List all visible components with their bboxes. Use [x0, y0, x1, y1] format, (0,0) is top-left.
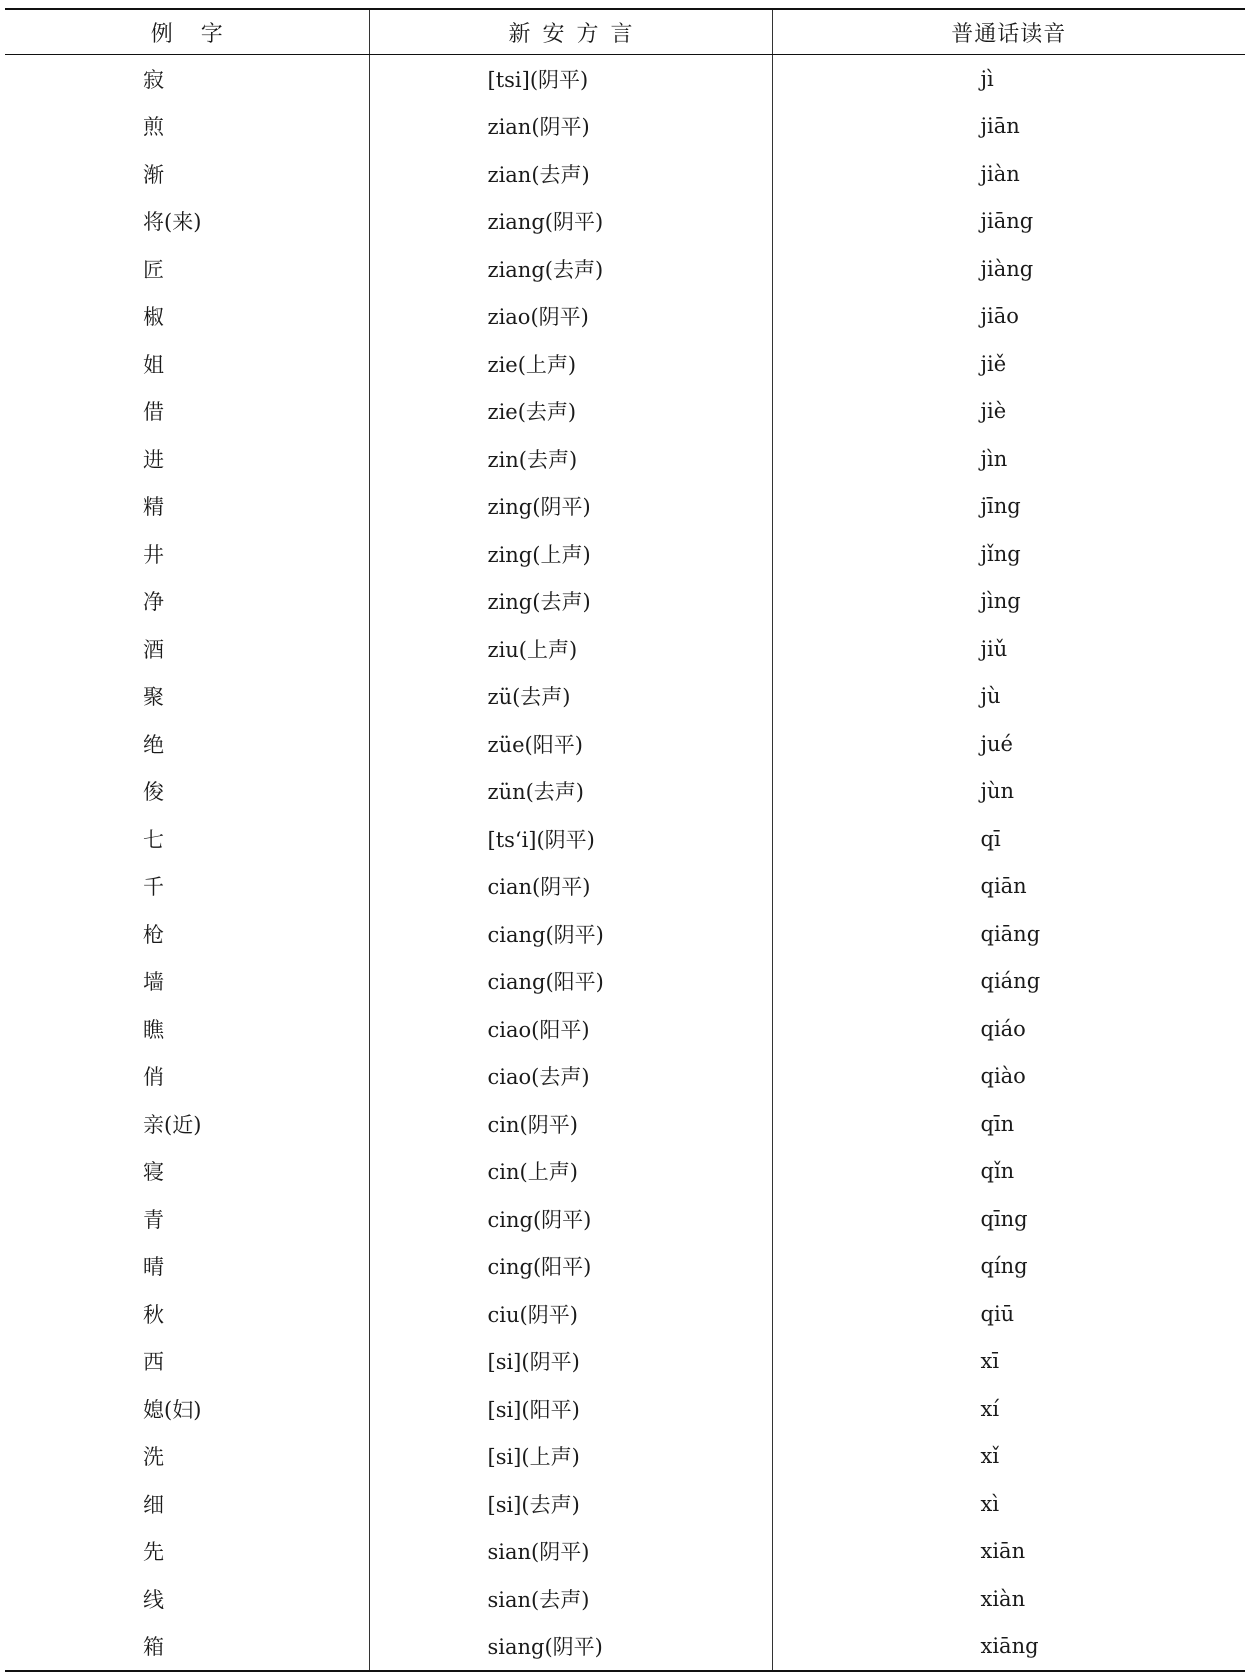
table-row	[5, 1385, 1245, 1433]
example-char-cell: 进	[143, 447, 164, 472]
mandarin-pinyin-cell: jiǔ	[772, 625, 1245, 673]
example-char-cell: 椒	[143, 305, 164, 330]
dialect-reading-cell: zie(上声)	[369, 340, 772, 388]
mandarin-pinyin-cell: qǐn	[772, 1148, 1245, 1196]
table-header	[5, 9, 1245, 55]
dialect-reading-cell: ciao(去声)	[369, 1053, 772, 1101]
mandarin-pinyin-cell: qiào	[772, 1053, 1245, 1101]
example-char-cell: 西	[143, 1350, 164, 1375]
dialect-reading-cell: cian(阴平)	[369, 863, 772, 911]
example-char-cell: 千	[143, 875, 164, 900]
table-row	[5, 293, 1245, 341]
example-char-cell: 晴	[143, 1255, 164, 1280]
example-char-cell: 媳(妇)	[143, 1397, 202, 1422]
mandarin-pinyin-cell: jiān	[772, 103, 1245, 151]
example-char-cell: 精	[143, 495, 164, 520]
example-char-cell: 将(来)	[143, 210, 202, 235]
table-row	[5, 1053, 1245, 1101]
table-row	[5, 1148, 1245, 1196]
table-row	[5, 340, 1245, 388]
table-row	[5, 815, 1245, 863]
dialect-reading-cell: zing(阴平)	[369, 483, 772, 531]
table-row	[5, 55, 1245, 103]
dialect-reading-cell: cin(上声)	[369, 1148, 772, 1196]
example-char-cell: 秋	[143, 1302, 164, 1327]
example-char-cell: 细	[143, 1492, 164, 1517]
header-xinan-dialect: 新安方言	[369, 9, 772, 55]
dialect-reading-cell: zin(去声)	[369, 435, 772, 483]
dialect-reading-cell: cing(阴平)	[369, 1195, 772, 1243]
table-row	[5, 673, 1245, 721]
dialect-reading-cell: ziang(阴平)	[369, 198, 772, 246]
mandarin-pinyin-cell: jìng	[772, 578, 1245, 626]
pronunciation-table	[5, 8, 1245, 1672]
dialect-reading-cell: siang(阴平)	[369, 1623, 772, 1672]
table-row	[5, 768, 1245, 816]
table-row	[5, 1243, 1245, 1291]
example-char-cell: 墙	[143, 970, 164, 995]
mandarin-pinyin-cell: jìn	[772, 435, 1245, 483]
header-row	[5, 9, 1245, 55]
example-char-cell: 洗	[143, 1445, 164, 1470]
example-char-cell: 亲(近)	[143, 1112, 202, 1137]
dialect-reading-cell: zü(去声)	[369, 673, 772, 721]
header-mandarin-pronunciation: 普通话读音	[772, 9, 1245, 55]
example-char-cell: 青	[143, 1207, 164, 1232]
table-row	[5, 1338, 1245, 1386]
example-char-cell: 酒	[143, 637, 164, 662]
dialect-reading-cell: [ts‘i](阴平)	[369, 815, 772, 863]
table-body	[5, 55, 1245, 1672]
dialect-reading-cell: [si](去声)	[369, 1480, 772, 1528]
mandarin-pinyin-cell: qiāng	[772, 910, 1245, 958]
dialect-reading-cell: [si](阳平)	[369, 1385, 772, 1433]
mandarin-pinyin-cell: qiān	[772, 863, 1245, 911]
mandarin-pinyin-cell: jiāng	[772, 198, 1245, 246]
header-example-char: 例字	[5, 9, 369, 55]
mandarin-pinyin-cell: jiè	[772, 388, 1245, 436]
example-char-cell: 瞧	[143, 1017, 164, 1042]
table-row	[5, 103, 1245, 151]
mandarin-pinyin-cell: qiū	[772, 1290, 1245, 1338]
example-char-cell: 渐	[143, 162, 164, 187]
mandarin-pinyin-cell: qī	[772, 815, 1245, 863]
dialect-reading-cell: zie(去声)	[369, 388, 772, 436]
table-row	[5, 1290, 1245, 1338]
example-char-cell: 俏	[143, 1065, 164, 1090]
example-char-cell: 枪	[143, 922, 164, 947]
dialect-reading-cell: ziu(上声)	[369, 625, 772, 673]
example-char-cell: 线	[143, 1587, 164, 1612]
example-char-cell: 绝	[143, 732, 164, 757]
dialect-reading-cell: ciao(阳平)	[369, 1005, 772, 1053]
dialect-reading-cell: [si](上声)	[369, 1433, 772, 1481]
mandarin-pinyin-cell: jì	[772, 55, 1245, 103]
table-row	[5, 863, 1245, 911]
dialect-reading-cell: ziang(去声)	[369, 245, 772, 293]
table-row	[5, 150, 1245, 198]
example-char-cell: 净	[143, 590, 164, 615]
dialect-reading-cell: [si](阴平)	[369, 1338, 772, 1386]
mandarin-pinyin-cell: jīng	[772, 483, 1245, 531]
dialect-reading-cell: sian(阴平)	[369, 1528, 772, 1576]
dialect-reading-cell: ciu(阴平)	[369, 1290, 772, 1338]
table-row	[5, 1575, 1245, 1623]
mandarin-pinyin-cell: xiān	[772, 1528, 1245, 1576]
mandarin-pinyin-cell: jǐng	[772, 530, 1245, 578]
table-row	[5, 1433, 1245, 1481]
dialect-reading-cell: zing(去声)	[369, 578, 772, 626]
example-char-cell: 俊	[143, 780, 164, 805]
dialect-reading-cell: zian(去声)	[369, 150, 772, 198]
example-char-cell: 寂	[143, 67, 164, 92]
example-char-cell: 聚	[143, 685, 164, 710]
example-char-cell: 井	[143, 542, 164, 567]
mandarin-pinyin-cell: jùn	[772, 768, 1245, 816]
example-char-cell: 煎	[143, 115, 164, 140]
table-row	[5, 198, 1245, 246]
example-char-cell: 七	[143, 827, 164, 852]
dialect-reading-cell: cing(阳平)	[369, 1243, 772, 1291]
table-row	[5, 1005, 1245, 1053]
mandarin-pinyin-cell: xí	[772, 1385, 1245, 1433]
example-char-cell: 姐	[143, 352, 164, 377]
dialect-reading-cell: zing(上声)	[369, 530, 772, 578]
dialect-reading-cell: [tsi](阴平)	[369, 55, 772, 103]
example-char-cell: 箱	[5, 1623, 369, 1672]
dialect-reading-cell: züe(阳平)	[369, 720, 772, 768]
table-row	[5, 578, 1245, 626]
table-row	[5, 530, 1245, 578]
table-row	[5, 720, 1245, 768]
mandarin-pinyin-cell: xì	[772, 1480, 1245, 1528]
dialect-reading-cell: ciang(阳平)	[369, 958, 772, 1006]
mandarin-pinyin-cell: xiāng	[772, 1623, 1245, 1672]
mandarin-pinyin-cell: qiáo	[772, 1005, 1245, 1053]
mandarin-pinyin-cell: qíng	[772, 1243, 1245, 1291]
dialect-reading-cell: cin(阴平)	[369, 1100, 772, 1148]
table-row	[5, 910, 1245, 958]
table-row	[5, 1623, 1245, 1672]
mandarin-pinyin-cell: jiāo	[772, 293, 1245, 341]
table-row	[5, 245, 1245, 293]
table-row	[5, 1480, 1245, 1528]
table-row	[5, 388, 1245, 436]
dialect-reading-cell: zian(阴平)	[369, 103, 772, 151]
dialect-reading-cell: ziao(阴平)	[369, 293, 772, 341]
mandarin-pinyin-cell: qīng	[772, 1195, 1245, 1243]
table-row	[5, 1100, 1245, 1148]
table-row	[5, 1528, 1245, 1576]
table-row	[5, 1195, 1245, 1243]
table-row	[5, 625, 1245, 673]
mandarin-pinyin-cell: qīn	[772, 1100, 1245, 1148]
mandarin-pinyin-cell: jù	[772, 673, 1245, 721]
table-row	[5, 958, 1245, 1006]
example-char-cell: 先	[143, 1540, 164, 1565]
mandarin-pinyin-cell: xiàn	[772, 1575, 1245, 1623]
mandarin-pinyin-cell: xǐ	[772, 1433, 1245, 1481]
mandarin-pinyin-cell: jiàng	[772, 245, 1245, 293]
mandarin-pinyin-cell: qiáng	[772, 958, 1245, 1006]
mandarin-pinyin-cell: jiàn	[772, 150, 1245, 198]
dialect-reading-cell: zün(去声)	[369, 768, 772, 816]
example-char-cell: 寝	[143, 1160, 164, 1185]
mandarin-pinyin-cell: jiě	[772, 340, 1245, 388]
table-row	[5, 435, 1245, 483]
dialect-reading-cell: ciang(阴平)	[369, 910, 772, 958]
dialect-reading-cell: sian(去声)	[369, 1575, 772, 1623]
example-char-cell: 借	[143, 400, 164, 425]
mandarin-pinyin-cell: jué	[772, 720, 1245, 768]
mandarin-pinyin-cell: xī	[772, 1338, 1245, 1386]
table-row	[5, 483, 1245, 531]
example-char-cell: 匠	[143, 257, 164, 282]
